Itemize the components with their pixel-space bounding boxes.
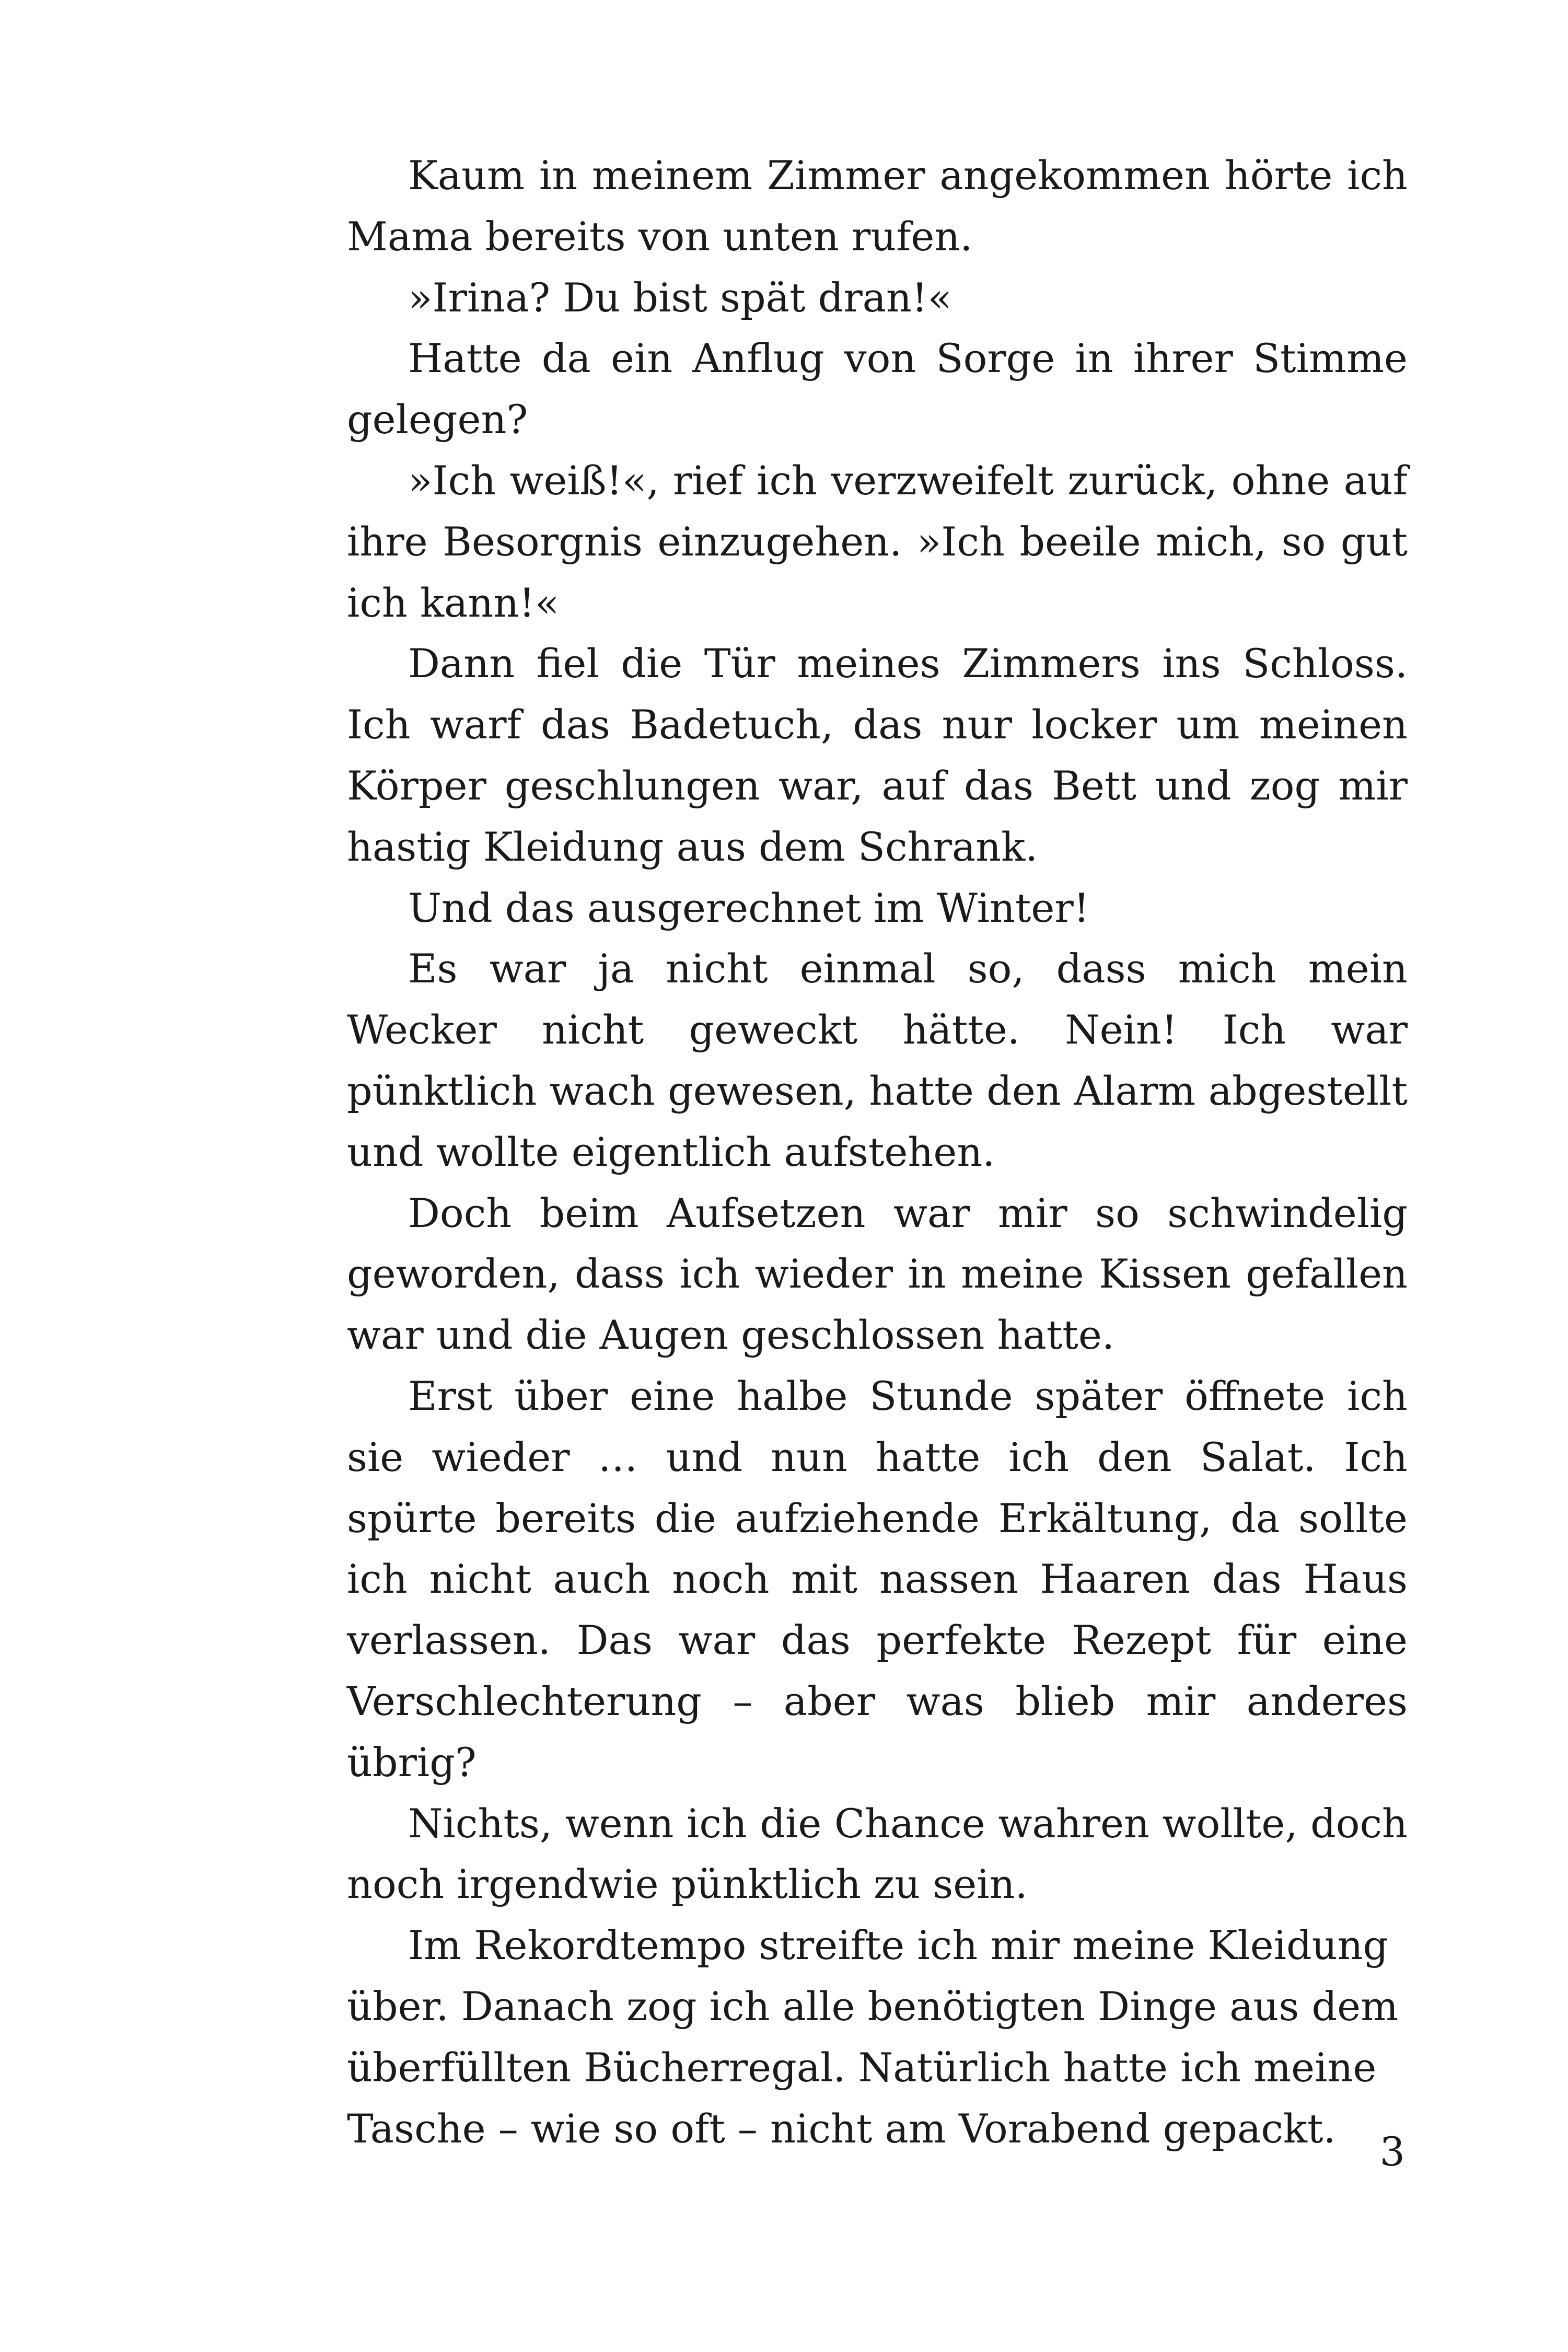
- paragraph: Erst über eine halbe Stunde später öffnete ich sie wieder … und nun hatte ich den Salat. Ich spürte bereits die aufziehende Erkältung, da sollte ich nicht auch noch mit nassen Haaren das Haus verlassen. Das war das perfekte Rezept für eine Verschlechterung – aber was blieb mir anderes übrig?: [347, 1372, 1408, 1786]
- body-text: [347, 145, 1408, 2159]
- paragraph: Hatte da ein Anflug von Sorge in ihrer Stimme gelegen?: [347, 335, 1408, 443]
- paragraph: Es war ja nicht einmal so, dass mich mein Wecker nicht geweckt hätte. Nein! Ich war pünktlich wach gewesen, hatte den Alarm abgestellt und wollte eigentlich aufstehen.: [347, 945, 1408, 1175]
- paragraph: »Ich weiß!«, rief ich verzweifelt zurück, ohne auf ihre Besorgnis einzugehen. »Ich beeile mich, so gut ich kann!«: [347, 457, 1408, 626]
- paragraph: Und das ausgerechnet im Winter!: [408, 884, 1090, 931]
- page-number: 3: [1379, 2128, 1405, 2175]
- paragraph: Kaum in meinem Zimmer angekommen hörte ich Mama bereits von unten rufen.: [347, 152, 1408, 260]
- paragraph: Dann fiel die Tür meines Zimmers ins Schloss. Ich warf das Badetuch, das nur locker um meinen Körper geschlungen war, auf das Bett und zog mir hastig Kleidung aus dem Schrank.: [347, 640, 1408, 870]
- paragraph: Im Rekordtempo streifte ich mir meine Kleidung über. Danach zog ich alle benötigten Dinge aus dem überfüllten Bücherregal. Natürlich hatte ich meine Tasche – wie so oft – nicht am Vorabend gepackt.: [347, 1922, 1399, 2152]
- paragraph: »Irina? Du bist spät dran!«: [408, 274, 952, 321]
- paragraph: Nichts, wenn ich die Chance wahren wollte, doch noch irgendwie pünktlich zu sein.: [347, 1800, 1408, 1908]
- paragraph: Doch beim Aufsetzen war mir so schwindelig geworden, dass ich wieder in meine Kissen gefallen war und die Augen geschlossen hatte.: [347, 1189, 1408, 1359]
